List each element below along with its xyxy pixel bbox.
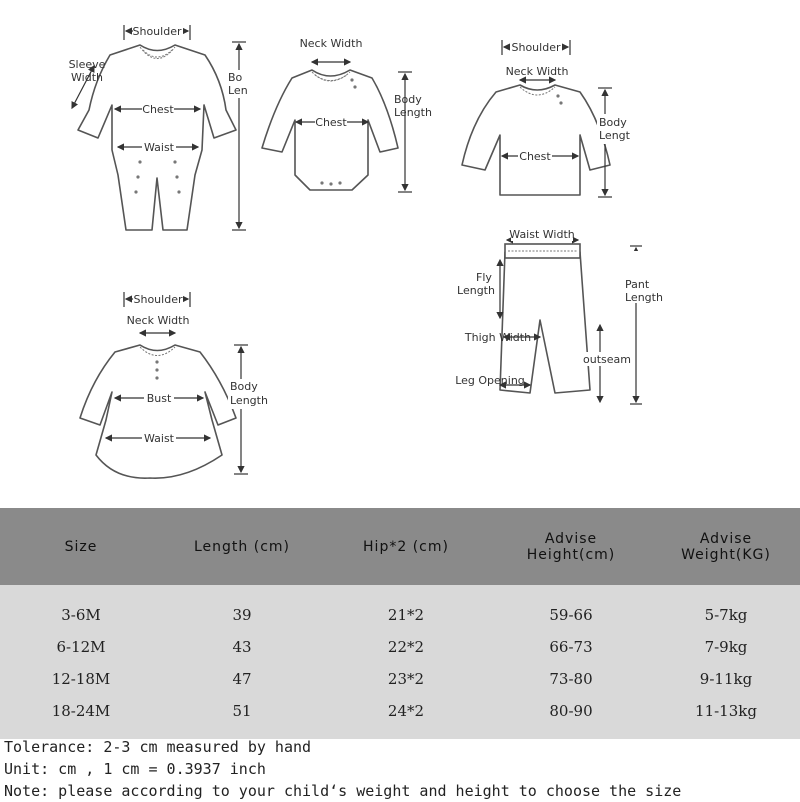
cell-height: 73-80	[490, 663, 652, 695]
cell-hip: 22*2	[322, 631, 490, 663]
header-weight-line1: Advise	[699, 530, 753, 547]
dress-shoulder-label: Shoulder	[133, 293, 183, 306]
pants-pant-label-1: Pant	[625, 278, 650, 291]
header-size: Size	[0, 508, 162, 585]
bodysuit-body-label-1: Body	[394, 93, 422, 106]
cell-length: 51	[162, 695, 322, 739]
bodysuit-body-label-2: Length	[394, 106, 432, 119]
table-row	[0, 695, 800, 739]
pants-pant-label-2: Length	[625, 291, 663, 304]
cell-weight: 11-13kg	[652, 695, 800, 739]
header-height	[490, 508, 652, 585]
pants-thigh-label: Thigh Width	[464, 331, 532, 344]
dress-waist-label: Waist	[143, 432, 175, 445]
table-row	[0, 663, 800, 695]
bodysuit-chest-label: Chest	[315, 116, 347, 129]
top-diagram	[462, 40, 631, 197]
cell-height: 80-90	[490, 695, 652, 739]
romper-waist-label: Waist	[143, 141, 175, 154]
top-body-label-2: Lengt	[599, 129, 630, 142]
header-weight-line2: Weight(KG)	[681, 546, 771, 563]
romper-body-label-2: Len	[228, 84, 248, 97]
dress-body-label-1: Body	[230, 380, 258, 393]
cell-height: 66-73	[490, 631, 652, 663]
header-height-line2: Height(cm)	[526, 546, 616, 563]
pants-leg-label: Leg Opening	[455, 374, 525, 387]
romper-sleeve-label-1: Sleeve	[68, 58, 106, 71]
pants-diagram	[455, 227, 663, 404]
header-height-line1: Advise	[544, 530, 598, 547]
dress-body-label-2: Length	[230, 394, 268, 407]
cell-height: 59-66	[490, 585, 652, 631]
romper-sleeve-label-2: Width	[71, 71, 103, 84]
cell-hip: 23*2	[322, 663, 490, 695]
cell-length: 47	[162, 663, 322, 695]
size-notes	[4, 736, 800, 802]
cell-hip: 24*2	[322, 695, 490, 739]
tolerance-note: Tolerance: 2-3 cm measured by hand	[4, 738, 312, 756]
pants-outseam-label: outseam	[583, 353, 631, 366]
cell-length: 43	[162, 631, 322, 663]
cell-size: 12-18M	[0, 663, 162, 695]
dress-bust-label: Bust	[146, 392, 172, 405]
cell-hip: 21*2	[322, 585, 490, 631]
header-length: Length (cm)	[162, 508, 322, 585]
romper-diagram	[69, 24, 248, 230]
cell-length: 39	[162, 585, 322, 631]
size-chart-table	[0, 508, 800, 739]
choose-size-note: Note: please according to your child‘s weight and height to choose the size	[4, 782, 682, 800]
pants-waist-label: Waist Width	[509, 228, 575, 241]
cell-weight: 9-11kg	[652, 663, 800, 695]
cell-weight: 5-7kg	[652, 585, 800, 631]
header-hip: Hip*2 (cm)	[322, 508, 490, 585]
cell-size: 3-6M	[0, 585, 162, 631]
top-chest-label: Chest	[519, 150, 551, 163]
unit-note: Unit: cm , 1 cm = 0.3937 inch	[4, 760, 266, 778]
cell-size: 6-12M	[0, 631, 162, 663]
pants-fly-label-2: Length	[457, 284, 495, 297]
romper-body-label-1: Bo	[228, 71, 243, 84]
table-header-row	[0, 508, 800, 585]
dress-neck-label: Neck Width	[126, 314, 190, 327]
table-row	[0, 585, 800, 631]
pants-fly-label-1: Fly	[476, 271, 492, 284]
cell-weight: 7-9kg	[652, 631, 800, 663]
cell-size: 18-24M	[0, 695, 162, 739]
top-shoulder-label: Shoulder	[511, 41, 561, 54]
top-body-label-1: Body	[599, 116, 627, 129]
bodysuit-neck-label: Neck Width	[299, 37, 363, 50]
top-neck-label: Neck Width	[505, 65, 569, 78]
bodysuit-diagram	[262, 37, 432, 192]
table-row	[0, 631, 800, 663]
dress-diagram	[80, 292, 268, 478]
header-weight	[652, 508, 800, 585]
romper-shoulder-label: Shoulder	[132, 25, 182, 38]
romper-chest-label: Chest	[142, 103, 174, 116]
